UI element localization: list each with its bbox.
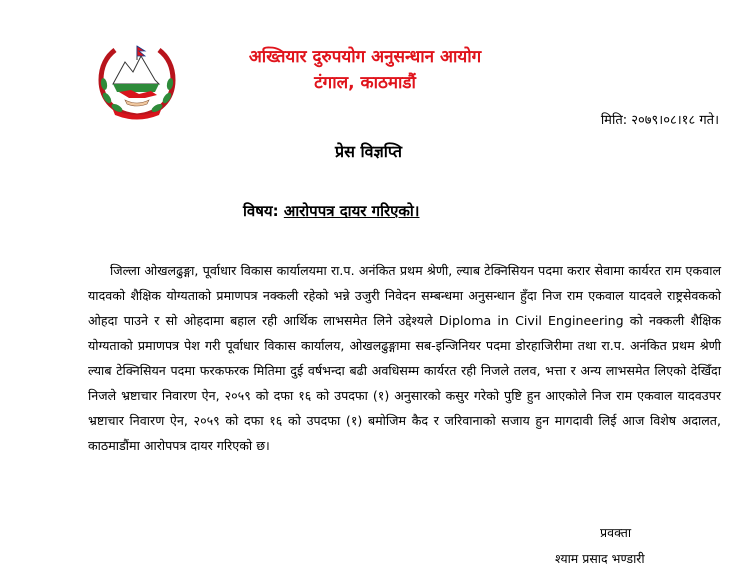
date-line <box>601 112 719 130</box>
subject-label: विषय: <box>243 202 279 220</box>
spokesperson-role: प्रवक्ता <box>600 525 632 540</box>
organization-location: टंगाल, काठमाडौं <box>314 73 416 93</box>
subject-line <box>243 201 419 221</box>
nepal-government-emblem-icon <box>95 40 179 120</box>
date-suffix: गते। <box>699 113 719 128</box>
body-paragraph: जिल्ला ओखलढुङ्गा, पूर्वाधार विकास कार्यालयमा रा.प. अनंकित प्रथम श्रेणी, ल्याब टेक्निसियन पदमा करार सेवामा कार्यरत राम एकवाल यादवको शैक्षिक योग्यताको प्रमाणपत्र नक्कली रहेको भन्ने उजुरी निवेदन सम्बन्धमा अनुसन्धान हुँदा निज राम एकवाल यादवले राष्ट्रसेवकको ओहदा पाउने र सो ओहदामा बहाल रही आर्थिक लाभसमेत लिने उद्देश्यले Diploma in Civil Engineering को नक्कली शैक्षिक योग्यताको प्रमाणपत्र पेश गरी पूर्वाधार विकास कार्यालय, ओखलढुङ्गामा सब-इन्जिनियर पदमा डोरहाजिरीमा तथा रा.प. अनंकित प्रथम श्रेणी ल्याब टेक्निसियन पदमा फरकफरक मितिमा दुई वर्षभन्दा बढी अवधिसम्म कार्यरत रही निजले तलव, भत्ता र अन्य लाभसमेत लिएको देखिँदा निजले भ्रष्टाचार निवारण ऐन, २०५९ को दफा १६ को उपदफा (१) अनुसारको कसुर गरेको पुष्टि हुन आएकोले निज राम एकवाल यादवउपर भ्रष्टाचार निवारण ऐन, २०५९ को दफा १६ को उपदफा (१) बमोजिम कैद र जरिवानाको सजाय हुन मागदावी लिई आज विशेष अदालत, काठमाडौंमा आरोपपत्र दायर गरिएको छ। <box>88 263 721 453</box>
date-label: मिति: <box>600 113 628 128</box>
organization-name: अख्तियार दुरुपयोग अनुसन्धान आयोग <box>248 47 482 67</box>
date-value: २०७९।०८।१८ <box>631 113 696 128</box>
press-release-title: प्रेस विज्ञप्ति <box>335 142 402 161</box>
signature-block <box>555 520 725 572</box>
subject-value: आरोपपत्र दायर गरिएको। <box>283 202 420 220</box>
spokesperson-name: श्याम प्रसाद भण्डारी <box>555 551 645 566</box>
